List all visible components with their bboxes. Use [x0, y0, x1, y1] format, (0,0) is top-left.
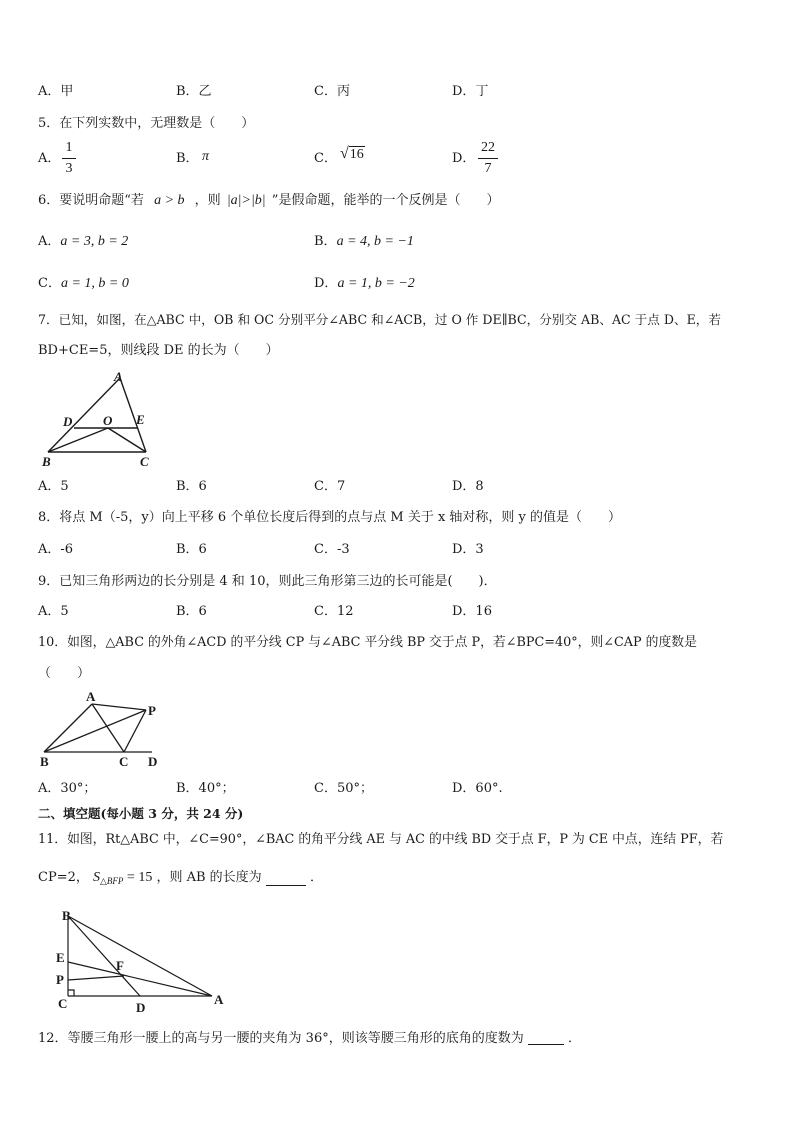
label-b: B: [62, 908, 71, 923]
segment-cp: [124, 710, 146, 752]
q5-a-numerator: 1: [65, 140, 73, 155]
label-c: C: [119, 754, 129, 769]
q9-option-b: B．6: [176, 604, 207, 619]
q12-answer-blank[interactable]: [528, 1044, 564, 1045]
q6-option-b-label: B．: [314, 234, 337, 249]
q11-end: ．: [309, 870, 323, 885]
q5-stem: 5．在下列实数中，无理数是（ ）: [38, 116, 255, 131]
label-p: P: [56, 972, 64, 987]
segment-pf: [68, 976, 124, 980]
q6-option-c-math: a = 1, b = 0: [60, 276, 129, 291]
label-d: D: [63, 414, 73, 429]
q11-stem-line1: 11．如图，Rt△ABC 中，∠C=90°，∠BAC 的角平分线 AE 与 AC 的中线 BD 交于点 F，P 为 CE 中点，连结 PF，若: [38, 832, 724, 847]
q11-stem-line2: [38, 871, 323, 886]
q5-option-c-radicand: 16: [349, 147, 364, 162]
q6-stem-part2: ，则: [194, 193, 221, 208]
segment-ob: [48, 428, 108, 452]
q11-answer-blank[interactable]: [266, 885, 306, 886]
q5-a-denominator: 3: [65, 161, 73, 176]
label-o: O: [103, 413, 113, 428]
section-title-fill-blank: 二、填空题(每小题 3 分，共 24 分): [38, 806, 244, 821]
label-a: A: [86, 689, 96, 704]
q10-option-d: D．60°.: [452, 781, 503, 796]
q8-option-d: D．3: [452, 542, 484, 557]
label-c: C: [58, 996, 68, 1011]
q6-stem: [38, 194, 499, 208]
q8-stem: 8．将点 M（-5，y）向上平移 6 个单位长度后得到的点与点 M 关于 x 轴对称，则 y 的值是（ ）: [38, 510, 622, 525]
q10-option-b: B．40°；: [176, 781, 235, 796]
q5-option-b-label: B．: [176, 151, 199, 166]
q4-option-a: A．甲: [38, 84, 74, 99]
q11-right-triangle-figure: [52, 906, 232, 1016]
q4-option-d: D．丁: [452, 84, 489, 99]
q6-option-d-math: a = 1, b = −2: [337, 276, 415, 291]
q6-option-b-math: a = 4, b = −1: [336, 234, 414, 249]
q6-stem-part1: 6．要说明命题“若: [38, 193, 144, 208]
q6-stem-part3: ”是假命题，能举的一个反例是（ ）: [271, 193, 500, 208]
label-f: F: [116, 958, 124, 973]
q5-d-denominator: 7: [484, 161, 492, 176]
q5-option-c-label: C．: [314, 151, 337, 166]
q8-option-c: C．-3: [314, 542, 350, 557]
label-e: E: [136, 412, 145, 427]
q6-condition: a > b: [154, 193, 185, 208]
q11-question: ，则 AB 的长度为: [156, 870, 262, 885]
q7-triangle-figure: [40, 368, 160, 468]
segment-ap: [92, 704, 146, 710]
q12-end: ．: [568, 1031, 582, 1046]
label-b: B: [42, 454, 51, 469]
q7-option-a: A．5: [38, 479, 69, 494]
edge-ab: [68, 916, 212, 996]
sqrt-sign-icon: √: [340, 145, 349, 162]
median-bd: [68, 916, 140, 996]
label-b: B: [40, 754, 49, 769]
q4-option-c: C．丙: [314, 84, 350, 99]
q7-option-c: C．7: [314, 479, 346, 494]
q4-option-b: B．乙: [176, 84, 212, 99]
edge-ac: [92, 704, 124, 752]
q7-option-b: B．6: [176, 479, 207, 494]
q11-area-subscript: △BFP: [100, 876, 124, 886]
edge-ab: [44, 704, 92, 752]
q10-option-c: C．50°；: [314, 781, 373, 796]
q11-area-value: = 15: [123, 870, 153, 885]
q6-option-a-math: a = 3, b = 2: [60, 234, 129, 249]
q6-option-a: [38, 235, 128, 249]
q5-option-d-label: D．: [452, 151, 476, 166]
q9-stem: 9．已知三角形两边的长分别是 4 和 10，则此三角形第三边的长可能是( )．: [38, 574, 497, 589]
q10-stem-line1: 10．如图，△ABC 的外角∠ACD 的平分线 CP 与∠ABC 平分线 BP 交于点 P，若∠BPC=40°，则∠CAP 的度数是: [38, 635, 697, 650]
q6-option-c: [38, 277, 129, 291]
q7-stem-line1: 7．已知，如图，在△ABC 中，OB 和 OC 分别平分∠ABC 和∠ACB，过 O 作 DE∥BC，分别交 AB、AC 于点 D、E，若: [38, 312, 721, 327]
segment-oc: [108, 428, 146, 452]
q6-option-a-label: A．: [38, 234, 61, 249]
q6-option-d-label: D．: [314, 276, 338, 291]
label-a: A: [214, 992, 224, 1007]
segment-bp: [44, 710, 146, 752]
q10-triangle-figure: [40, 690, 170, 770]
q5-option-a-label: A．: [38, 151, 61, 166]
q6-option-c-label: C．: [38, 276, 61, 291]
q9-option-d: D．16: [452, 604, 492, 619]
q6-option-b: [314, 235, 414, 249]
fraction-bar: [62, 158, 76, 159]
q5-option-b-pi: π: [202, 149, 210, 164]
label-e: E: [56, 950, 65, 965]
label-p: P: [148, 703, 156, 718]
label-c: C: [140, 454, 149, 469]
q10-stem-line2: （ ）: [38, 666, 91, 681]
q6-option-d: [314, 277, 415, 291]
fraction-bar: [478, 158, 498, 159]
q7-option-d: D．8: [452, 479, 484, 494]
q8-option-a: A．-6: [38, 542, 74, 557]
label-a: A: [114, 369, 123, 384]
q8-option-b: B．6: [176, 542, 207, 557]
label-d: D: [148, 754, 158, 769]
q5-option-c-sqrt: [340, 146, 365, 162]
q10-option-a: A．30°；: [38, 781, 97, 796]
q12-stem: [38, 1032, 581, 1045]
q9-option-c: C．12: [314, 604, 354, 619]
q7-stem-line2: BD+CE=5，则线段 DE 的长为（ ）: [38, 343, 279, 358]
q12-stem-text: 12．等腰三角形一腰上的高与另一腰的夹角为 36°，则该等腰三角形的底角的度数为: [38, 1031, 524, 1046]
q5-option-a-fraction: [62, 140, 76, 177]
q11-given-cp: CP=2，: [38, 870, 89, 885]
q11-area-s: S: [93, 870, 100, 885]
right-angle-mark: [68, 990, 74, 996]
q5-d-numerator: 22: [481, 140, 495, 155]
q5-option-d-fraction: [478, 140, 498, 177]
q9-option-a: A．5: [38, 604, 69, 619]
label-d: D: [136, 1000, 146, 1015]
q6-abs-expression: |a|>|b|: [226, 193, 266, 208]
